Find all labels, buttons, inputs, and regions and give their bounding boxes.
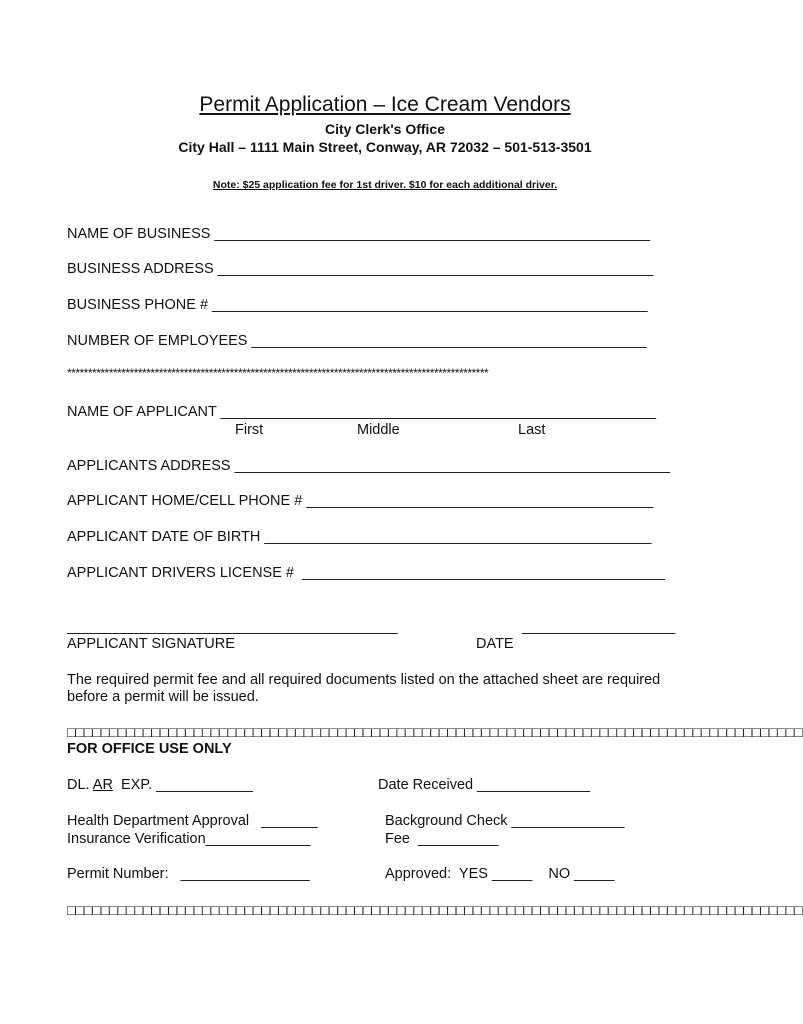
dl-exp: EXP. ____________	[112, 777, 253, 793]
signature-label: APPLICANT SIGNATURE	[67, 636, 235, 652]
date-line[interactable]: ___________________	[522, 619, 676, 635]
business-address-field[interactable]: BUSINESS ADDRESS ______________________________________________________	[67, 261, 654, 277]
requirement-text-line1: The required permit fee and all required documents listed on the attached sheet are required	[67, 672, 661, 688]
office-use-heading: FOR OFFICE USE ONLY	[67, 741, 232, 757]
approved-field[interactable]: Approved: YES _____ NO _____	[385, 866, 615, 882]
applicant-dob-field[interactable]: APPLICANT DATE OF BIRTH ________________________________________________	[67, 529, 652, 545]
office-address: City Hall – 1111 Main Street, Conway, AR 72032 – 501-513-3501	[178, 139, 592, 155]
last-name-label: Last	[518, 422, 546, 438]
fee-field[interactable]: Fee __________	[385, 831, 499, 847]
employee-count-field[interactable]: NUMBER OF EMPLOYEES _________________________________________________	[67, 333, 647, 349]
fee-note: Note: $25 application fee for 1st driver. $10 for each additional driver.	[212, 179, 558, 191]
business-phone-field[interactable]: BUSINESS PHONE # ______________________________________________________	[67, 297, 648, 313]
box-separator-bottom: □□□□□□□□□□□□□□□□□□□□□□□□□□□□□□□□□□□□□□□□□□□□□□□□□□□□□□□□□□□□□□□□□□□□□□□□□□□□□□□□□□□□□□□	[67, 902, 803, 918]
date-label: DATE	[476, 636, 514, 652]
signature-line[interactable]: _________________________________________	[67, 619, 398, 635]
insurance-field[interactable]: Insurance Verification_____________	[67, 831, 311, 847]
date-received-field[interactable]: Date Received ______________	[378, 777, 591, 793]
applicant-address-field[interactable]: APPLICANTS ADDRESS ______________________________________________________	[67, 458, 671, 474]
star-separator: *****************************************************************************************************	[67, 366, 489, 380]
applicant-license-field[interactable]: APPLICANT DRIVERS LICENSE # _____________________________________________	[67, 565, 665, 581]
dl-exp-field[interactable]	[67, 777, 253, 793]
office-name: City Clerk's Office	[324, 121, 446, 137]
background-check-field[interactable]: Background Check ______________	[385, 813, 625, 829]
permit-number-field[interactable]: Permit Number: ________________	[67, 866, 310, 882]
business-name-field[interactable]: NAME OF BUSINESS ______________________________________________________	[67, 226, 650, 242]
applicant-phone-field[interactable]: APPLICANT HOME/CELL PHONE # ___________________________________________	[67, 493, 654, 509]
page-title: Permit Application – Ice Cream Vendors	[199, 93, 571, 116]
first-name-label: First	[235, 422, 264, 438]
health-approval-field[interactable]: Health Department Approval _______	[67, 813, 318, 829]
middle-name-label: Middle	[357, 422, 400, 438]
requirement-text-line2: before a permit will be issued.	[67, 689, 259, 705]
applicant-name-field[interactable]: NAME OF APPLICANT ______________________________________________________	[67, 404, 657, 420]
dl-state: AR	[92, 777, 113, 793]
dl-prefix: DL.	[67, 777, 93, 793]
box-separator-top: □□□□□□□□□□□□□□□□□□□□□□□□□□□□□□□□□□□□□□□□□□□□□□□□□□□□□□□□□□□□□□□□□□□□□□□□□□□□□□□□□□□□□□□	[67, 724, 803, 740]
